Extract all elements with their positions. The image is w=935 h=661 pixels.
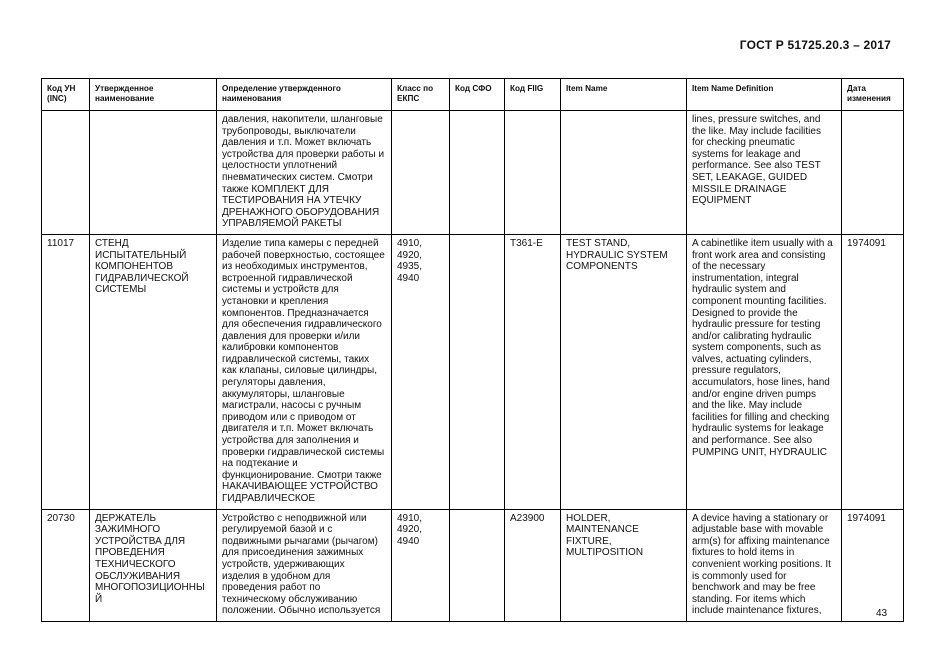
cell-item-name-definition: lines, pressure switches, and the like. May include facilities for checking pneumatic systems for leakage and performance. See also TEST SET, LEAKAGE, GUIDED MISSILE DRAINAGE EQUIPMENT: [687, 111, 842, 235]
cell-ekps-class: 4910, 4920, 4940: [392, 509, 450, 621]
cell-approved-name: ДЕРЖАТЕЛЬ ЗАЖИМНОГО УСТРОЙСТВА ДЛЯ ПРОВЕДЕНИЯ ТЕХНИЧЕСКОГО ОБСЛУЖИВАНИЯ МНОГОПОЗИЦИОННЫ Й: [90, 509, 217, 621]
cell-item-name: HOLDER, MAINTENANCE FIXTURE, MULTIPOSITION: [561, 509, 687, 621]
cell-item-name: [561, 111, 687, 235]
cell-item-name-definition: A cabinetlike item usually with a front work area and consisting of the necessary instrumentation, integral hydraulic system and component mounting facilities. Designed to provide the hydraulic pressure for testing and/or calibrating hydraulic system components, such as valves, actuating cylinders, pressure regulators, accumulators, hose lines, hand and/or engine driven pumps and the like. May include facilities for filling and checking hydraulic systems for leakage and performance. See also PUMPING UNIT, HYDRAULIC: [687, 234, 842, 509]
table-row: [42, 111, 904, 235]
header-approved-name: Утвержденное наименование: [90, 79, 217, 111]
header-fiig-code: Код FIIG: [505, 79, 561, 111]
header-code-un: Код УН (INC): [42, 79, 90, 111]
cell-ekps-class: [392, 111, 450, 235]
cell-ekps-class: 4910, 4920, 4935, 4940: [392, 234, 450, 509]
cell-change-date: 1974091: [842, 234, 904, 509]
cell-item-name: TEST STAND, HYDRAULIC SYSTEM COMPONENTS: [561, 234, 687, 509]
cell-change-date: [842, 111, 904, 235]
cell-sfo-code: [450, 234, 505, 509]
cell-code-un: 11017: [42, 234, 90, 509]
cell-definition: Изделие типа камеры с передней рабочей поверхностью, состоящее из необходимых инструментов, встроенной гидравлической системы и устройств для установки и крепления компонентов. Предназначается для обеспечения гидравлического давления для проверки и/или калибровки компонентов гидравлической системы, таких как клапаны, силовые цилиндры, регуляторы давления, аккумуляторы, шланговые магистрали, насосы с ручным приводом или с приводом от двигателя и т.п. Может включать устройства для заполнения и проверки гидравлической системы на подтекание и функционирование. Смотри также НАКАЧИВАЮЩЕЕ УСТРОЙСТВО ГИДРАВЛИЧЕСКОЕ: [217, 234, 392, 509]
cell-definition: давления, накопители, шланговые трубопроводы, выключатели давления и т.п. Может включать устройства для проверки работы и целостности уплотнений пневматических систем. Смотри также КОМПЛЕКТ ДЛЯ ТЕСТИРОВАНИЯ НА УТЕЧКУ ДРЕНАЖНОГО ОБОРУДОВАНИЯ УПРАВЛЯЕМОЙ РАКЕТЫ: [217, 111, 392, 235]
cell-item-name-definition: A device having a stationary or adjustable base with movable arm(s) for affixing maintenance fixtures to hold items in convenient working positions. It is commonly used for benchwork and may be free standing. For items which include maintenance fixtures,: [687, 509, 842, 621]
table-row: [42, 234, 904, 509]
cell-sfo-code: [450, 111, 505, 235]
header-item-name: Item Name: [561, 79, 687, 111]
header-ekps-class: Класс по ЕКПС: [392, 79, 450, 111]
cell-fiig-code: A23900: [505, 509, 561, 621]
header-change-date: Дата изменения: [842, 79, 904, 111]
header-sfo-code: Код СФО: [450, 79, 505, 111]
cell-sfo-code: [450, 509, 505, 621]
cell-fiig-code: T361-E: [505, 234, 561, 509]
page-number: 43: [876, 608, 888, 619]
table-row: [42, 509, 904, 621]
cell-approved-name: СТЕНД ИСПЫТАТЕЛЬНЫЙ КОМПОНЕНТОВ ГИДРАВЛИЧЕСКОЙ СИСТЕМЫ: [90, 234, 217, 509]
header-item-name-definition: Item Name Definition: [687, 79, 842, 111]
cell-approved-name: [90, 111, 217, 235]
cell-definition: Устройство с неподвижной или регулируемой базой и с подвижными рычагами (рычагом) для присоединения зажимных устройств, удерживающих изделия в удобном для проведения работ по техническому обслуживанию положении. Обычно используется: [217, 509, 392, 621]
cell-change-date: 1974091: [842, 509, 904, 621]
header-definition: Определение утвержденного наименования: [217, 79, 392, 111]
catalog-table: [41, 78, 904, 622]
cell-code-un: 20730: [42, 509, 90, 621]
table-header-row: [42, 79, 904, 111]
cell-code-un: [42, 111, 90, 235]
cell-fiig-code: [505, 111, 561, 235]
document-standard-number: ГОСТ Р 51725.20.3 – 2017: [739, 38, 891, 52]
